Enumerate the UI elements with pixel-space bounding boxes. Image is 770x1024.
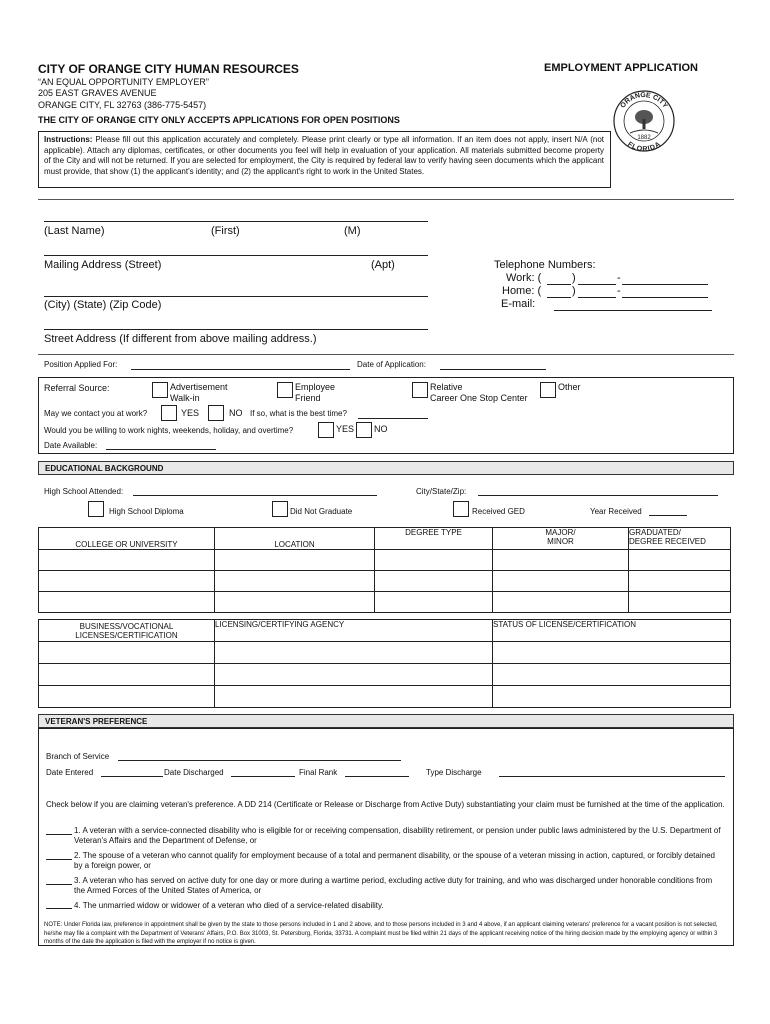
- overtime-yes-checkbox[interactable]: [318, 422, 334, 438]
- city-state-zip-field[interactable]: [44, 296, 428, 297]
- ged-label: Received GED: [472, 507, 525, 516]
- walk-in-label: Walk-in: [170, 393, 200, 403]
- table-cell[interactable]: [39, 571, 215, 592]
- date-entered-field[interactable]: [101, 776, 163, 777]
- work-phone-prefix-field[interactable]: [578, 284, 616, 285]
- position-applied-field[interactable]: [131, 369, 350, 370]
- educational-background-header: EDUCATIONAL BACKGROUND: [38, 461, 734, 475]
- employee-checkbox[interactable]: [277, 382, 293, 398]
- document-title: EMPLOYMENT APPLICATION: [544, 62, 698, 74]
- email-field[interactable]: [554, 310, 712, 311]
- org-title: CITY OF ORANGE CITY HUMAN RESOURCES: [38, 62, 299, 76]
- date-discharged-label: Date Discharged: [164, 768, 224, 777]
- branch-of-service-field[interactable]: [118, 760, 401, 761]
- final-rank-label: Final Rank: [299, 768, 338, 777]
- seal-year: 1882: [637, 135, 651, 141]
- ged-checkbox[interactable]: [453, 501, 469, 517]
- advertisement-checkbox[interactable]: [152, 382, 168, 398]
- work-phone-label: Work: (: [506, 272, 542, 284]
- table-cell[interactable]: [215, 571, 375, 592]
- work-phone-number-field[interactable]: [622, 284, 708, 285]
- high-school-attended-label: High School Attended:: [44, 487, 124, 496]
- year-received-field[interactable]: [649, 515, 687, 516]
- name-field[interactable]: [44, 221, 428, 222]
- home-dash: -: [617, 285, 621, 297]
- first-name-label: (First): [211, 225, 240, 237]
- contact-no-checkbox[interactable]: [208, 405, 224, 421]
- table-cell[interactable]: [493, 686, 731, 708]
- veteran-option-4: 4. The unmarried widow or widower of a veteran who died of a service-related disability.: [74, 901, 384, 910]
- address-line-1: 205 EAST GRAVES AVENUE: [38, 88, 157, 98]
- date-discharged-field[interactable]: [231, 776, 295, 777]
- date-of-application-field[interactable]: [440, 369, 546, 370]
- tagline: “AN EQUAL OPPORTUNITY EMPLOYER”: [38, 77, 209, 87]
- veteran-note: NOTE: Under Florida law, preference in appointment shall be given by the state to those persons included in 1 and 2 above, and to those persons included in 3 and 4 above, if an applicant claiming veterans' preference for a vacant position is not selected, he/she may file a complaint with the Department of Veterans' Affairs, P.O. Box 31003, St. Petersburg, Florida, 33731. A complaint must be filed within 21 days of the applicant receiving notice of the hiring decision made by the employing agency or within 3 months of the date the application is filed with the employer if no notice is given.: [44, 922, 718, 945]
- table-cell[interactable]: [493, 664, 731, 686]
- veteran-option-2-field[interactable]: [46, 859, 72, 860]
- position-applied-label: Position Applied For:: [44, 360, 118, 369]
- date-available-field[interactable]: [106, 449, 216, 450]
- table-cell[interactable]: [493, 642, 731, 664]
- did-not-graduate-label: Did Not Graduate: [290, 507, 353, 516]
- table-cell[interactable]: [215, 642, 493, 664]
- table-cell[interactable]: [629, 592, 731, 613]
- final-rank-field[interactable]: [345, 776, 409, 777]
- street-address-field[interactable]: [44, 329, 428, 330]
- date-entered-label: Date Entered: [46, 768, 94, 777]
- table-row: [39, 664, 731, 686]
- apt-label: (Apt): [371, 259, 395, 271]
- table-cell[interactable]: [493, 550, 629, 571]
- licensing-agency-header: LICENSING/CERTIFYING AGENCY: [215, 620, 493, 642]
- high-school-field[interactable]: [133, 495, 377, 496]
- veteran-option-4-field[interactable]: [46, 908, 72, 909]
- city-state-zip-label: (City) (State) (Zip Code): [44, 299, 162, 311]
- table-row: [39, 571, 731, 592]
- table-cell[interactable]: [629, 571, 731, 592]
- graduated-header: GRADUATED/ DEGREE RECEIVED: [629, 528, 731, 550]
- open-positions-notice: THE CITY OF ORANGE CITY ONLY ACCEPTS APPLICATIONS FOR OPEN POSITIONS: [38, 115, 400, 125]
- table-row: [39, 592, 731, 613]
- home-phone-number-field[interactable]: [622, 297, 708, 298]
- table-cell[interactable]: [215, 686, 493, 708]
- claim-instructions: Check below if you are claiming veteran's preference. A DD 214 (Certificate or Release or Discharge from Active Duty) substantiating your claim must be furnished at the time of the application.: [46, 800, 725, 809]
- table-cell[interactable]: [215, 592, 375, 613]
- veteran-option-3-field[interactable]: [46, 884, 72, 885]
- middle-initial-label: (M): [344, 225, 361, 237]
- veteran-option-1-field[interactable]: [46, 834, 72, 835]
- table-cell[interactable]: [215, 550, 375, 571]
- licenses-header: BUSINESS/VOCATIONAL LICENSES/CERTIFICATION: [39, 620, 215, 642]
- city-seal-icon: [612, 87, 676, 155]
- friend-label: Friend: [295, 393, 321, 403]
- relative-checkbox[interactable]: [412, 382, 428, 398]
- overtime-no-checkbox[interactable]: [356, 422, 372, 438]
- willing-overtime-question: Would you be willing to work nights, weekends, holiday, and overtime?: [44, 426, 294, 435]
- seal-top-text: ORANGE CITY: [619, 91, 669, 110]
- work-area-code-field[interactable]: [547, 284, 571, 285]
- license-table: [38, 619, 731, 708]
- license-status-header: STATUS OF LICENSE/CERTIFICATION: [493, 620, 731, 642]
- advertisement-label: Advertisement: [170, 382, 228, 392]
- relative-label: Relative: [430, 382, 463, 392]
- table-cell[interactable]: [215, 664, 493, 686]
- telephone-label: Telephone Numbers:: [494, 259, 596, 271]
- table-cell[interactable]: [629, 550, 731, 571]
- last-name-label: (Last Name): [44, 225, 105, 237]
- year-received-label: Year Received: [590, 507, 642, 516]
- table-cell[interactable]: [39, 592, 215, 613]
- table-cell[interactable]: [493, 571, 629, 592]
- other-checkbox[interactable]: [540, 382, 556, 398]
- divider: [38, 199, 734, 200]
- home-area-code-field[interactable]: [547, 297, 571, 298]
- type-discharge-label: Type Discharge: [426, 768, 482, 777]
- career-one-stop-label: Career One Stop Center: [430, 393, 528, 403]
- hs-diploma-checkbox[interactable]: [88, 501, 104, 517]
- hs-diploma-label: High School Diploma: [109, 507, 184, 516]
- mailing-address-label: Mailing Address (Street): [44, 259, 162, 271]
- other-label: Other: [558, 382, 581, 392]
- employee-label: Employee: [295, 382, 336, 392]
- veteran-option-3: 3. A veteran who has served on active duty for one day or more during a wartime period, excluding active duty for training, and who was discharged under honorable conditions from the Armed Forces of the United States of America, or: [74, 876, 713, 895]
- table-cell[interactable]: [39, 686, 215, 708]
- instructions-label: Instructions:: [44, 135, 93, 144]
- overtime-yes-label: YES: [336, 424, 355, 434]
- hs-city-state-zip-label: City/State/Zip:: [416, 487, 467, 496]
- major-minor-header: MAJOR/ MINOR: [493, 528, 629, 550]
- table-row: [39, 686, 731, 708]
- hs-city-state-zip-field[interactable]: [478, 495, 718, 496]
- location-header: LOCATION: [215, 528, 375, 550]
- contact-no-label: NO: [229, 408, 243, 418]
- best-time-field[interactable]: [358, 418, 428, 419]
- table-cell[interactable]: [39, 664, 215, 686]
- contact-at-work-question: May we contact you at work?: [44, 409, 148, 418]
- type-discharge-field[interactable]: [499, 776, 725, 777]
- home-phone-label: Home: (: [502, 285, 542, 297]
- work-dash: -: [617, 272, 621, 284]
- veterans-preference-header: VETERAN'S PREFERENCE: [38, 714, 734, 728]
- work-paren: ): [572, 272, 576, 284]
- contact-yes-label: YES: [181, 408, 200, 418]
- college-table: [38, 527, 731, 613]
- instructions-text: Please fill out this application accurately and completely. Please print clearly or type all information. If an item does not apply, insert N/A (not applicable). Attach any diplomas, certificates, or other documents you feel will help in evaluation of your application. All materials submitted become property of the City and will not be returned. If you are selected for employment, the City is required by federal law to verify having seen documents which the applicant must provide, that show (1) the applicant's identity; and (2) the applicant's right to work in the United States.: [44, 135, 604, 176]
- branch-of-service-label: Branch of Service: [46, 752, 110, 761]
- table-row: [39, 550, 731, 571]
- best-time-label: If so, what is the best time?: [250, 409, 347, 418]
- veteran-option-2: 2. The spouse of a veteran who cannot qualify for employment because of a total and permanent disability, or the spouse of a veteran missing in action, captured, or forcibly detained by a foreign power, or: [74, 851, 715, 870]
- table-row: [39, 642, 731, 664]
- street-address-label: Street Address (If different from above mailing address.): [44, 333, 317, 345]
- degree-type-header: DEGREE TYPE: [375, 528, 493, 550]
- seal-bottom-text: FLORIDA: [626, 140, 662, 154]
- address-line-2: ORANGE CITY, FL 32763 (386-775-5457): [38, 100, 207, 110]
- home-phone-prefix-field[interactable]: [578, 297, 616, 298]
- date-of-application-label: Date of Application:: [357, 360, 426, 369]
- overtime-no-label: NO: [374, 424, 388, 434]
- table-cell[interactable]: [39, 642, 215, 664]
- table-cell[interactable]: [375, 550, 493, 571]
- table-cell[interactable]: [375, 592, 493, 613]
- mailing-address-field[interactable]: [44, 255, 428, 256]
- veteran-option-1: 1. A veteran with a service-connected disability who is eligible for or receiving compensation, disability retirement, or pension under public laws administered by the U.S. Department of Veteran's Affairs and the Department of Defense, or: [74, 826, 721, 845]
- did-not-graduate-checkbox[interactable]: [272, 501, 288, 517]
- college-header: COLLEGE OR UNIVERSITY: [39, 528, 215, 550]
- referral-source-label: Referral Source:: [44, 383, 110, 393]
- instructions: [44, 135, 604, 177]
- contact-yes-checkbox[interactable]: [161, 405, 177, 421]
- divider: [38, 354, 734, 355]
- table-cell[interactable]: [39, 550, 215, 571]
- table-cell[interactable]: [375, 571, 493, 592]
- email-label: E-mail:: [501, 298, 536, 310]
- date-available-label: Date Available:: [44, 441, 98, 450]
- table-cell[interactable]: [493, 592, 629, 613]
- home-paren: ): [572, 285, 576, 297]
